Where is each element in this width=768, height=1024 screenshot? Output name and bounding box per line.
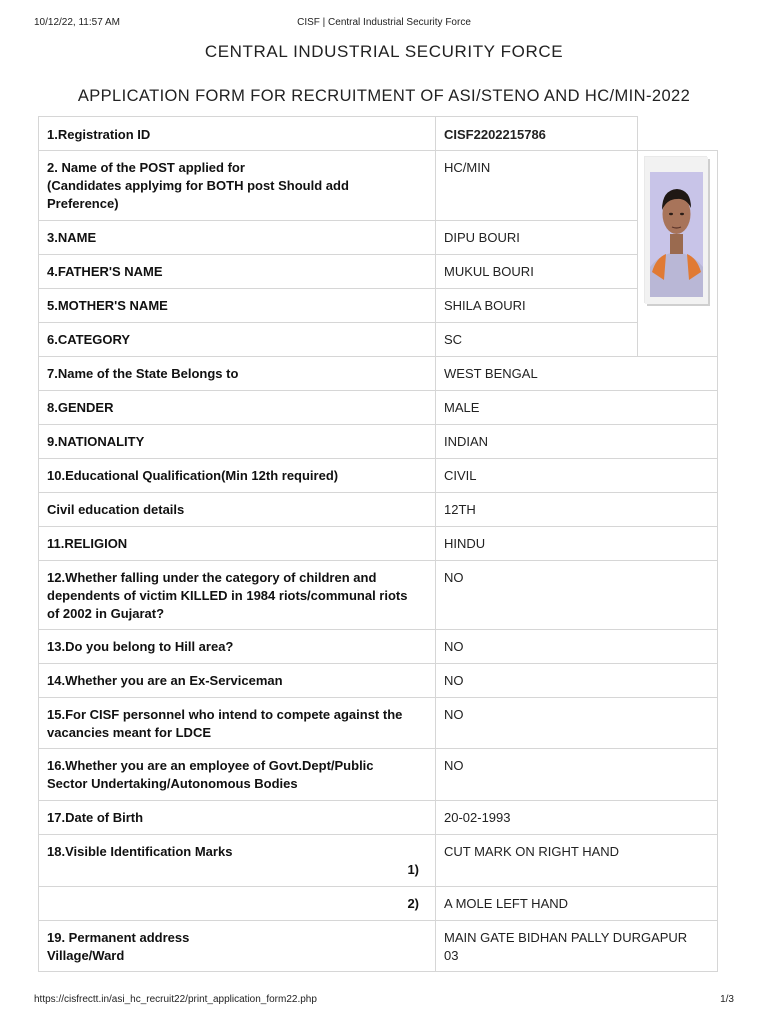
- label-permanent-address-line1: 19. Permanent address: [47, 930, 190, 945]
- value-mother-name: SHILA BOURI: [435, 288, 638, 323]
- value-nationality: INDIAN: [435, 424, 718, 459]
- label-riots-line3: of 2002 in Gujarat?: [47, 606, 165, 621]
- value-mark-2: A MOLE LEFT HAND: [435, 886, 718, 921]
- label-govt-employee-line1: 16.Whether you are an employee of Govt.Dept/Public: [47, 758, 374, 773]
- value-mark-1: CUT MARK ON RIGHT HAND: [435, 834, 718, 887]
- label-post-line1: 2. Name of the POST applied for: [47, 160, 245, 175]
- value-civil-education: 12TH: [435, 492, 718, 527]
- label-registration-id: 1.Registration ID: [38, 116, 436, 151]
- label-post-line2: (Candidates applyimg for BOTH post Should add: [47, 178, 349, 193]
- label-state: 7.Name of the State Belongs to: [38, 356, 436, 391]
- label-ex-serviceman: 14.Whether you are an Ex-Serviceman: [38, 663, 436, 698]
- label-riots: [38, 560, 436, 630]
- label-education: 10.Educational Qualification(Min 12th required): [38, 458, 436, 493]
- value-address-line2: 03: [444, 948, 459, 963]
- value-registration-id: CISF2202215786: [435, 116, 638, 151]
- value-ldce: NO: [435, 697, 718, 749]
- label-post: [38, 150, 436, 221]
- value-riots: NO: [435, 560, 718, 630]
- label-govt-employee-line2: Sector Undertaking/Autonomous Bodies: [47, 776, 298, 791]
- value-religion: HINDU: [435, 526, 718, 561]
- value-gender: MALE: [435, 390, 718, 425]
- label-name: 3.NAME: [38, 220, 436, 255]
- org-title: CENTRAL INDUSTRIAL SECURITY FORCE: [204, 42, 564, 61]
- value-permanent-address: [435, 920, 718, 972]
- value-post: HC/MIN: [435, 150, 638, 221]
- print-page-title: CISF | Central Industrial Security Force: [297, 17, 471, 28]
- footer-page-number: 1/3: [720, 994, 734, 1005]
- label-hill-area: 13.Do you belong to Hill area?: [38, 629, 436, 664]
- mark-number-1: 1): [407, 862, 419, 877]
- value-hill-area: NO: [435, 629, 718, 664]
- print-datetime: 10/12/22, 11:57 AM: [34, 17, 120, 28]
- label-permanent-address-line2: Village/Ward: [47, 948, 125, 963]
- candidate-photo: [645, 157, 708, 304]
- value-govt-employee: NO: [435, 748, 718, 801]
- label-permanent-address: [38, 920, 436, 972]
- label-civil-education: Civil education details: [38, 492, 436, 527]
- label-identification-marks: [38, 834, 436, 887]
- value-father-name: MUKUL BOURI: [435, 254, 638, 289]
- label-govt-employee: [38, 748, 436, 801]
- label-mark-2: [38, 886, 436, 921]
- label-riots-line1: 12.Whether falling under the category of children and: [47, 570, 377, 585]
- footer-url: https://cisfrectt.in/asi_hc_recruit22/print_application_form22.php: [34, 994, 317, 1005]
- value-dob: 20-02-1993: [435, 800, 718, 835]
- value-name: DIPU BOURI: [435, 220, 638, 255]
- label-mother-name: 5.MOTHER'S NAME: [38, 288, 436, 323]
- label-dob: 17.Date of Birth: [38, 800, 436, 835]
- label-ldce: [38, 697, 436, 749]
- label-ldce-line1: 15.For CISF personnel who intend to compete against the: [47, 707, 403, 722]
- value-state: WEST BENGAL: [435, 356, 718, 391]
- candidate-photo-image: [650, 172, 703, 297]
- value-education: CIVIL: [435, 458, 718, 493]
- label-gender: 8.GENDER: [38, 390, 436, 425]
- value-ex-serviceman: NO: [435, 663, 718, 698]
- value-address-line1: MAIN GATE BIDHAN PALLY DURGAPUR: [444, 930, 688, 945]
- label-identification-marks-text: 18.Visible Identification Marks: [47, 844, 233, 859]
- label-religion: 11.RELIGION: [38, 526, 436, 561]
- label-ldce-line2: vacancies meant for LDCE: [47, 725, 212, 740]
- form-title: APPLICATION FORM FOR RECRUITMENT OF ASI/STENO AND HC/MIN-2022: [77, 87, 691, 105]
- value-category: SC: [435, 322, 638, 357]
- mark-number-2: 2): [407, 896, 419, 911]
- label-riots-line2: dependents of victim KILLED in 1984 riots/communal riots: [47, 588, 408, 603]
- label-post-line3: Preference): [47, 196, 119, 211]
- label-category: 6.CATEGORY: [38, 322, 436, 357]
- label-nationality: 9.NATIONALITY: [38, 424, 436, 459]
- label-father-name: 4.FATHER'S NAME: [38, 254, 436, 289]
